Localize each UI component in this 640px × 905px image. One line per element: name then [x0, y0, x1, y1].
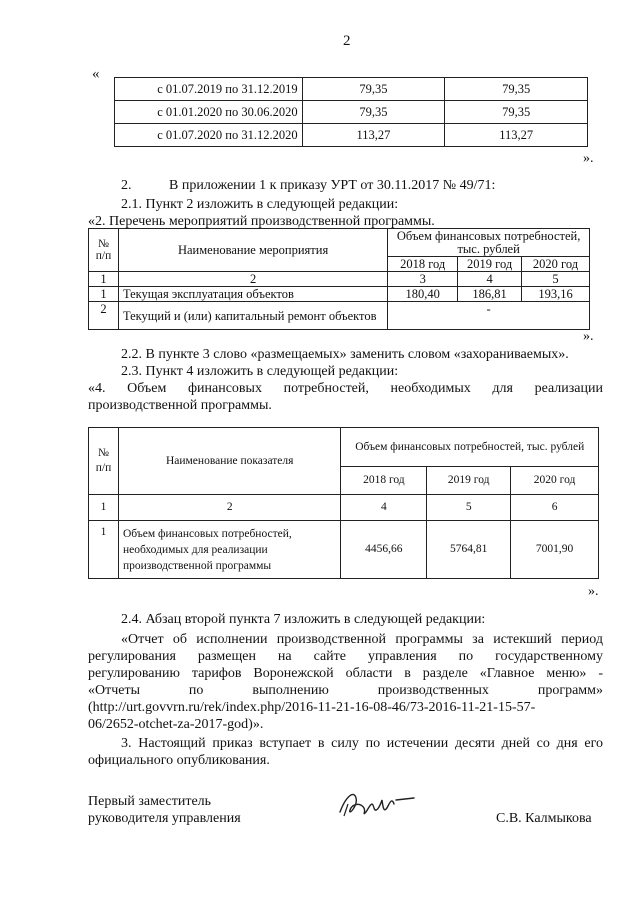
table-row — [89, 302, 590, 330]
header-name: Наименование мероприятия — [118, 229, 387, 272]
signer-position: руководителя управления — [88, 811, 241, 826]
value-cell: - — [388, 302, 590, 330]
table-row — [115, 78, 588, 101]
period-cell: с 01.01.2020 по 30.06.2020 — [115, 101, 303, 124]
value-cell: 113,27 — [445, 124, 588, 147]
index-cell: 2 — [118, 272, 387, 287]
year-cell: 2020 год — [522, 257, 590, 272]
paragraph-line: 06/2652-otchet-za-2017-god)». — [88, 717, 264, 732]
header-num: № п/п — [89, 428, 119, 495]
year-cell: 2018 год — [388, 257, 458, 272]
paragraph-line: регулирования размещен на сайте управления по государственному — [88, 649, 603, 664]
close-quote: ». — [583, 151, 594, 166]
year-cell: 2019 год — [458, 257, 522, 272]
section-heading: «2. Перечень мероприятий производственной программы. — [88, 214, 435, 229]
item-3-cont: официального опубликования. — [88, 753, 270, 768]
subitem-2-1: 2.1. Пункт 2 изложить в следующей редакции: — [121, 197, 399, 212]
value-cell: 186,81 — [458, 287, 522, 302]
table-row — [115, 124, 588, 147]
index-cell: 6 — [511, 495, 599, 521]
value-cell: 113,27 — [302, 124, 445, 147]
year-cell: 2018 год — [341, 467, 427, 495]
index-cell: 4 — [341, 495, 427, 521]
paragraph-line: «Отчеты по выполнению производственных программ» — [88, 683, 603, 698]
needs-table — [88, 427, 599, 579]
handwritten-signature — [336, 786, 416, 826]
value-cell: 79,35 — [445, 101, 588, 124]
row-num: 1 — [89, 521, 119, 579]
header-name: Наименование показателя — [118, 428, 341, 495]
index-cell: 5 — [522, 272, 590, 287]
row-num: 1 — [89, 287, 119, 302]
row-num: 2 — [89, 302, 119, 330]
section-heading-4: «4. Объем финансовых потребностей, необходимых для реализации — [88, 381, 603, 396]
page-number: 2 — [343, 33, 351, 49]
paragraph-line: «Отчет об исполнении производственной программы за истекший период — [121, 632, 603, 647]
tariff-table — [114, 77, 588, 147]
period-cell: с 01.07.2020 по 31.12.2020 — [115, 124, 303, 147]
header-fin: Объем финансовых потребностей, тыс. рублей — [388, 229, 590, 257]
value-cell: 5764,81 — [427, 521, 511, 579]
value-cell: 4456,66 — [341, 521, 427, 579]
close-quote: ». — [583, 329, 594, 344]
subitem-2-2: 2.2. В пункте 3 слово «размещаемых» заменить словом «захораниваемых». — [121, 347, 569, 362]
index-cell: 4 — [458, 272, 522, 287]
paragraph-line: (http://urt.govvrn.ru/rek/index.php/2016-11-21-16-08-46/73-2016-11-21-15-57- — [88, 700, 536, 715]
table-row — [115, 101, 588, 124]
year-cell: 2019 год — [427, 467, 511, 495]
section-heading-4-cont: производственной программы. — [88, 398, 272, 413]
value-cell: 79,35 — [445, 78, 588, 101]
index-cell: 1 — [89, 495, 119, 521]
period-cell: с 01.07.2019 по 31.12.2019 — [115, 78, 303, 101]
index-cell: 1 — [89, 272, 119, 287]
row-name: Текущий и (или) капитальный ремонт объектов — [118, 302, 387, 330]
subitem-2-4: 2.4. Абзац второй пункта 7 изложить в следующей редакции: — [121, 612, 486, 627]
item-number: 2. — [121, 178, 132, 193]
index-cell: 3 — [388, 272, 458, 287]
item-text: В приложении 1 к приказу УРТ от 30.11.2017 № 49/71: — [169, 178, 496, 193]
year-cell: 2020 год — [511, 467, 599, 495]
value-cell: 193,16 — [522, 287, 590, 302]
open-quote: « — [92, 66, 100, 82]
index-cell: 2 — [118, 495, 341, 521]
table-row — [89, 287, 590, 302]
measures-table — [88, 228, 590, 330]
row-name: Текущая эксплуатация объектов — [118, 287, 387, 302]
signer-name: С.В. Калмыкова — [496, 811, 592, 826]
subitem-2-3: 2.3. Пункт 4 изложить в следующей редакции: — [121, 364, 399, 379]
close-quote: ». — [588, 584, 599, 599]
item-3: 3. Настоящий приказ вступает в силу по истечении десяти дней со дня его — [121, 736, 603, 751]
header-fin: Объем финансовых потребностей, тыс. рублей — [341, 428, 599, 467]
header-num: № п/п — [89, 229, 119, 272]
value-cell: 7001,90 — [511, 521, 599, 579]
row-name: Объем финансовых потребностей, необходимых для реализации производственной программы — [118, 521, 341, 579]
signer-position: Первый заместитель — [88, 794, 212, 809]
value-cell: 79,35 — [302, 78, 445, 101]
table-row — [89, 521, 599, 579]
value-cell: 79,35 — [302, 101, 445, 124]
value-cell: 180,40 — [388, 287, 458, 302]
paragraph-line: регулированию тарифов Воронежской области в разделе «Главное меню» - — [88, 666, 603, 681]
index-cell: 5 — [427, 495, 511, 521]
